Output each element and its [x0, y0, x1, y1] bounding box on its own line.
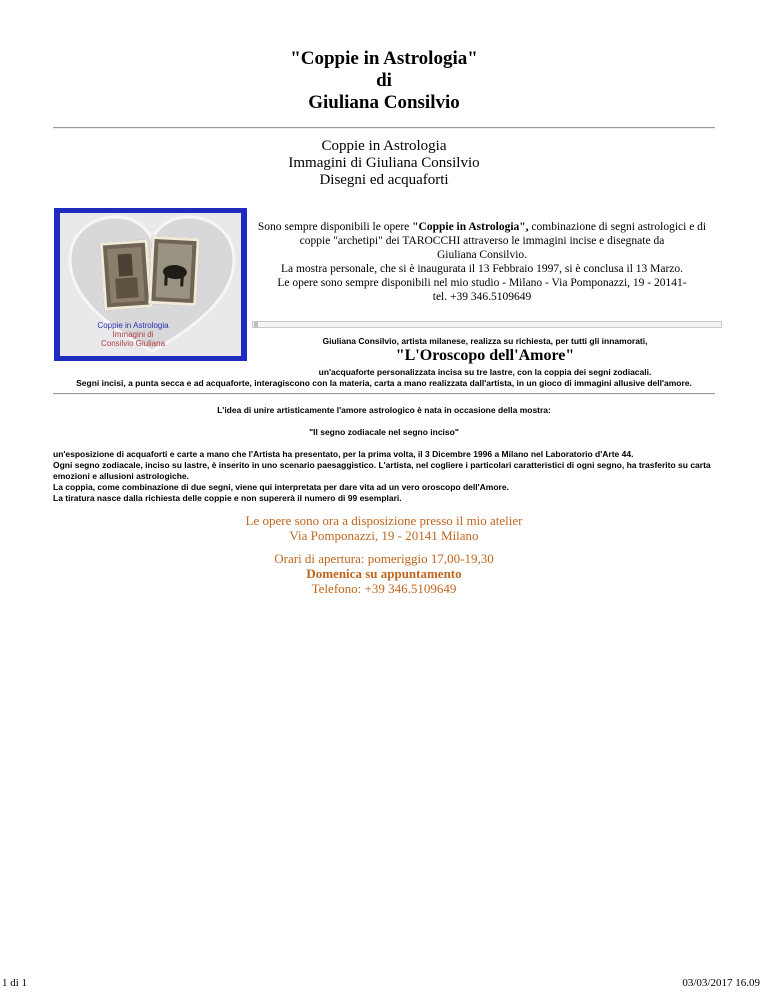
print-date: 03/03/2017 16.09 [682, 977, 760, 989]
paragraph-line-2: Ogni segno zodiacale, inciso su lastre, è inserito in uno scenario paesaggistico. L'artista, nel cogliere i particolari caratteristici di ogni segno, ha trasferito su carta emozioni e allusioni astrologiche. [53, 460, 711, 481]
tarot-card-right [148, 236, 199, 306]
top-divider [53, 127, 715, 129]
mostra-title: "Il segno zodiacale nel segno inciso" [309, 427, 459, 437]
intro-mostra: La mostra personale, che si è inaugurata il 13 Febbraio 1997, si è conclusa il 13 Marzo. [280, 263, 684, 275]
subtitle-line-1: Coppie in Astrologia [321, 138, 447, 154]
page-title [0, 48, 768, 114]
title-line-1: "Coppie in Astrologia" [290, 48, 478, 69]
atelier-block [0, 513, 768, 543]
paragraph-line-4: La tiratura nasce dalla richiesta delle coppie e non supererà il numero di 99 esemplari. [53, 493, 402, 503]
intro-artist: Giuliana Consilvio. [436, 249, 528, 261]
atelier-address: Via Pomponazzi, 19 - 20141 Milano [289, 528, 479, 543]
artwork-caption [78, 321, 188, 348]
horizontal-scrollbar[interactable] [252, 321, 722, 328]
sunday-appointment: Domenica su appuntamento [306, 566, 462, 581]
tarot-card-left [100, 239, 153, 310]
idea-text: L'idea di unire artisticamente l'amore astrologico è nata in occasione della mostra: [217, 405, 551, 415]
paragraph-line-1: un'esposizione di acquaforti e carte a mano che l'Artista ha presentato, per la prima volta, il 3 Dicembre 1996 a Milano nel Laboratorio d'Arte 44. [53, 449, 634, 459]
subtitle-line-2: Immagini di Giuliana Consilvio [288, 155, 480, 171]
oroscopo-desc: un'acquaforte personalizzata incisa su tre lastre, con la coppia dei segni zodiacali. [318, 367, 652, 377]
scrollbar-thumb[interactable] [254, 322, 258, 327]
paragraph-line-3: La coppia, come combinazione di due segni, viene qui interpretata per dare vita ad un vero oroscopo dell'Amore. [53, 482, 509, 492]
intro-pre: Sono sempre disponibili le opere [257, 221, 413, 233]
page-counter: 1 di 1 [2, 977, 28, 989]
title-line-2: di [376, 70, 392, 91]
hours-block [0, 551, 768, 596]
intro-paragraph [252, 220, 712, 248]
artwork-caption-2: Immagini di [112, 330, 154, 339]
subtitle-line-3: Disegni ed acquaforti [319, 172, 449, 188]
description-paragraph [53, 449, 723, 504]
intro-post: combinazione di segni astrologici e di coppie "archetipi" dei TAROCCHI attraverso le immagini incise e disegnate da [299, 221, 707, 247]
artwork-image [54, 208, 247, 361]
oroscopo-intro: Giuliana Consilvio, artista milanese, realizza su richiesta, per tutti gli innamorati, [322, 336, 648, 346]
opening-hours: Orari di apertura: pomeriggio 17,00-19,30 [274, 551, 494, 566]
artwork-caption-3: Consilvio Giuliana [100, 339, 166, 348]
artwork-canvas [60, 213, 241, 356]
artwork-caption-1: Coppie in Astrologia [97, 321, 169, 330]
subtitle-block [0, 138, 768, 189]
middle-divider [53, 393, 715, 395]
oroscopo-segni: Segni incisi, a punta secca e ad acquaforte, interagiscono con la materia, carta a mano realizzata dall'artista, in un gioco di immagini allusive dell'amore. [76, 378, 692, 388]
intro-studio: Le opere sono sempre disponibili nel mio studio - Milano - Via Pomponazzi, 19 - 20141- [277, 277, 687, 289]
atelier-line-1: Le opere sono ora a disposizione presso il mio atelier [245, 513, 523, 528]
intro-bold: "Coppie in Astrologia", [412, 221, 529, 233]
intro-tel: tel. +39 346.5109649 [432, 291, 532, 303]
title-line-3: Giuliana Consilvio [308, 92, 460, 113]
intro-text [252, 220, 712, 304]
phone-number: Telefono: +39 346.5109649 [311, 581, 457, 596]
oroscopo-title: "L'Oroscopo dell'Amore" [395, 347, 575, 364]
